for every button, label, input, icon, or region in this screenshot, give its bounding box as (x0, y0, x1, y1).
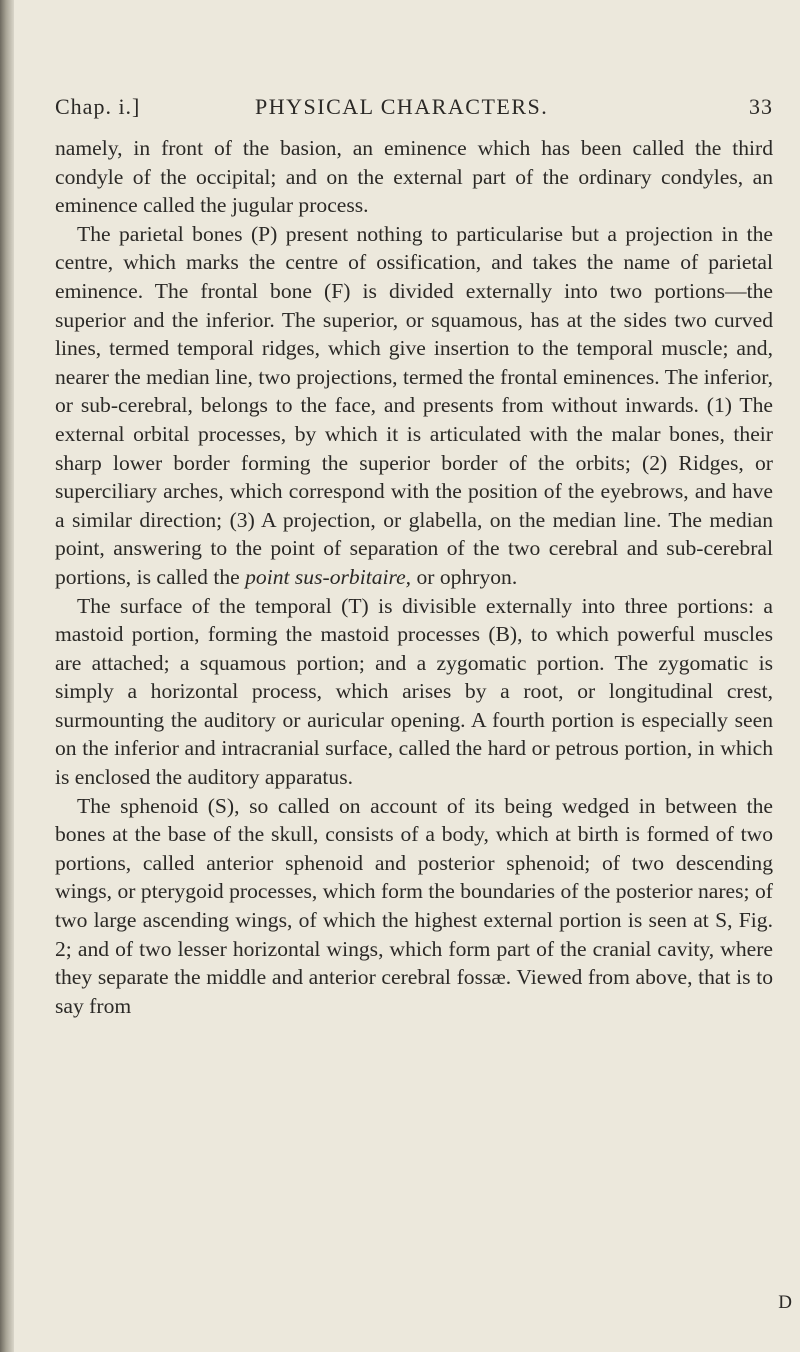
paragraph-2 (55, 220, 773, 592)
running-title: PHYSICAL CHARACTERS. (255, 94, 549, 119)
page-binding-edge (0, 0, 14, 1352)
paragraph-3: The surface of the temporal (T) is divisible externally into three portions: a mastoid portion, forming the mastoid processes (B), to which powerful muscles are attached; a squamous portion; and a zygomatic portion. The zygomatic is simply a horizontal process, which arises by a root, or longitudinal crest, surmounting the auditory or auricular opening. A fourth portion is especially seen on the inferior and intracranial surface, called the hard or petrous portion, in which is enclosed the auditory apparatus. (55, 593, 773, 790)
book-page (55, 94, 773, 1020)
page-number: 33 (749, 94, 773, 119)
running-header (55, 94, 773, 130)
paragraph-1: namely, in front of the basion, an eminence which has been called the third condyle of the occipital; and on the external part of the ordinary condyles, an eminence called the jugular process. (55, 136, 773, 218)
paragraph-4: The sphenoid (S), so called on account of its being wedged in between the bones at the base of the skull, consists of a body, which at birth is formed of two portions, called anterior sphenoid and posterior sphenoid; of two descending wings, or pterygoid processes, which form the boundaries of the posterior nares; of two large ascending wings, of which the highest external portion is seen at S, Fig. 2; and of two lesser horizontal wings, which form part of the cranial cavity, where they separate the middle and anterior cerebral fossæ. Viewed from above, that is to say from (55, 793, 773, 1018)
chapter-label: Chap. i.] (55, 94, 141, 119)
paragraph-2-italic: point sus-orbitaire, (245, 564, 412, 589)
body-text (55, 134, 773, 1020)
signature-mark: D (778, 1292, 792, 1313)
paragraph-2-text: The parietal bones (P) present nothing to particularise but a projection in the centre, which marks the centre of ossification, and takes the name of parietal eminence. The frontal bone (F) is divided externally into two portions—the superior and the inferior. The superior, or squamous, has at the sides two curved lines, termed temporal ridges, which give insertion to the temporal muscle; and, nearer the median line, two projections, termed the frontal eminences. The inferior, or sub-cerebral, belongs to the face, and presents from without inwards. (1) The external orbital processes, by which it is articulated with the malar bones, their sharp lower border forming the superior border of the orbits; (2) Ridges, or superciliary arches, which correspond with the position of the eyebrows, and have a similar direction; (3) A projection, or glabella, on the median line. The median point, answering to the point of separation of the two cerebral and sub-cerebral portions, is called the (55, 221, 773, 589)
paragraph-2-tail: or ophryon. (411, 564, 518, 589)
